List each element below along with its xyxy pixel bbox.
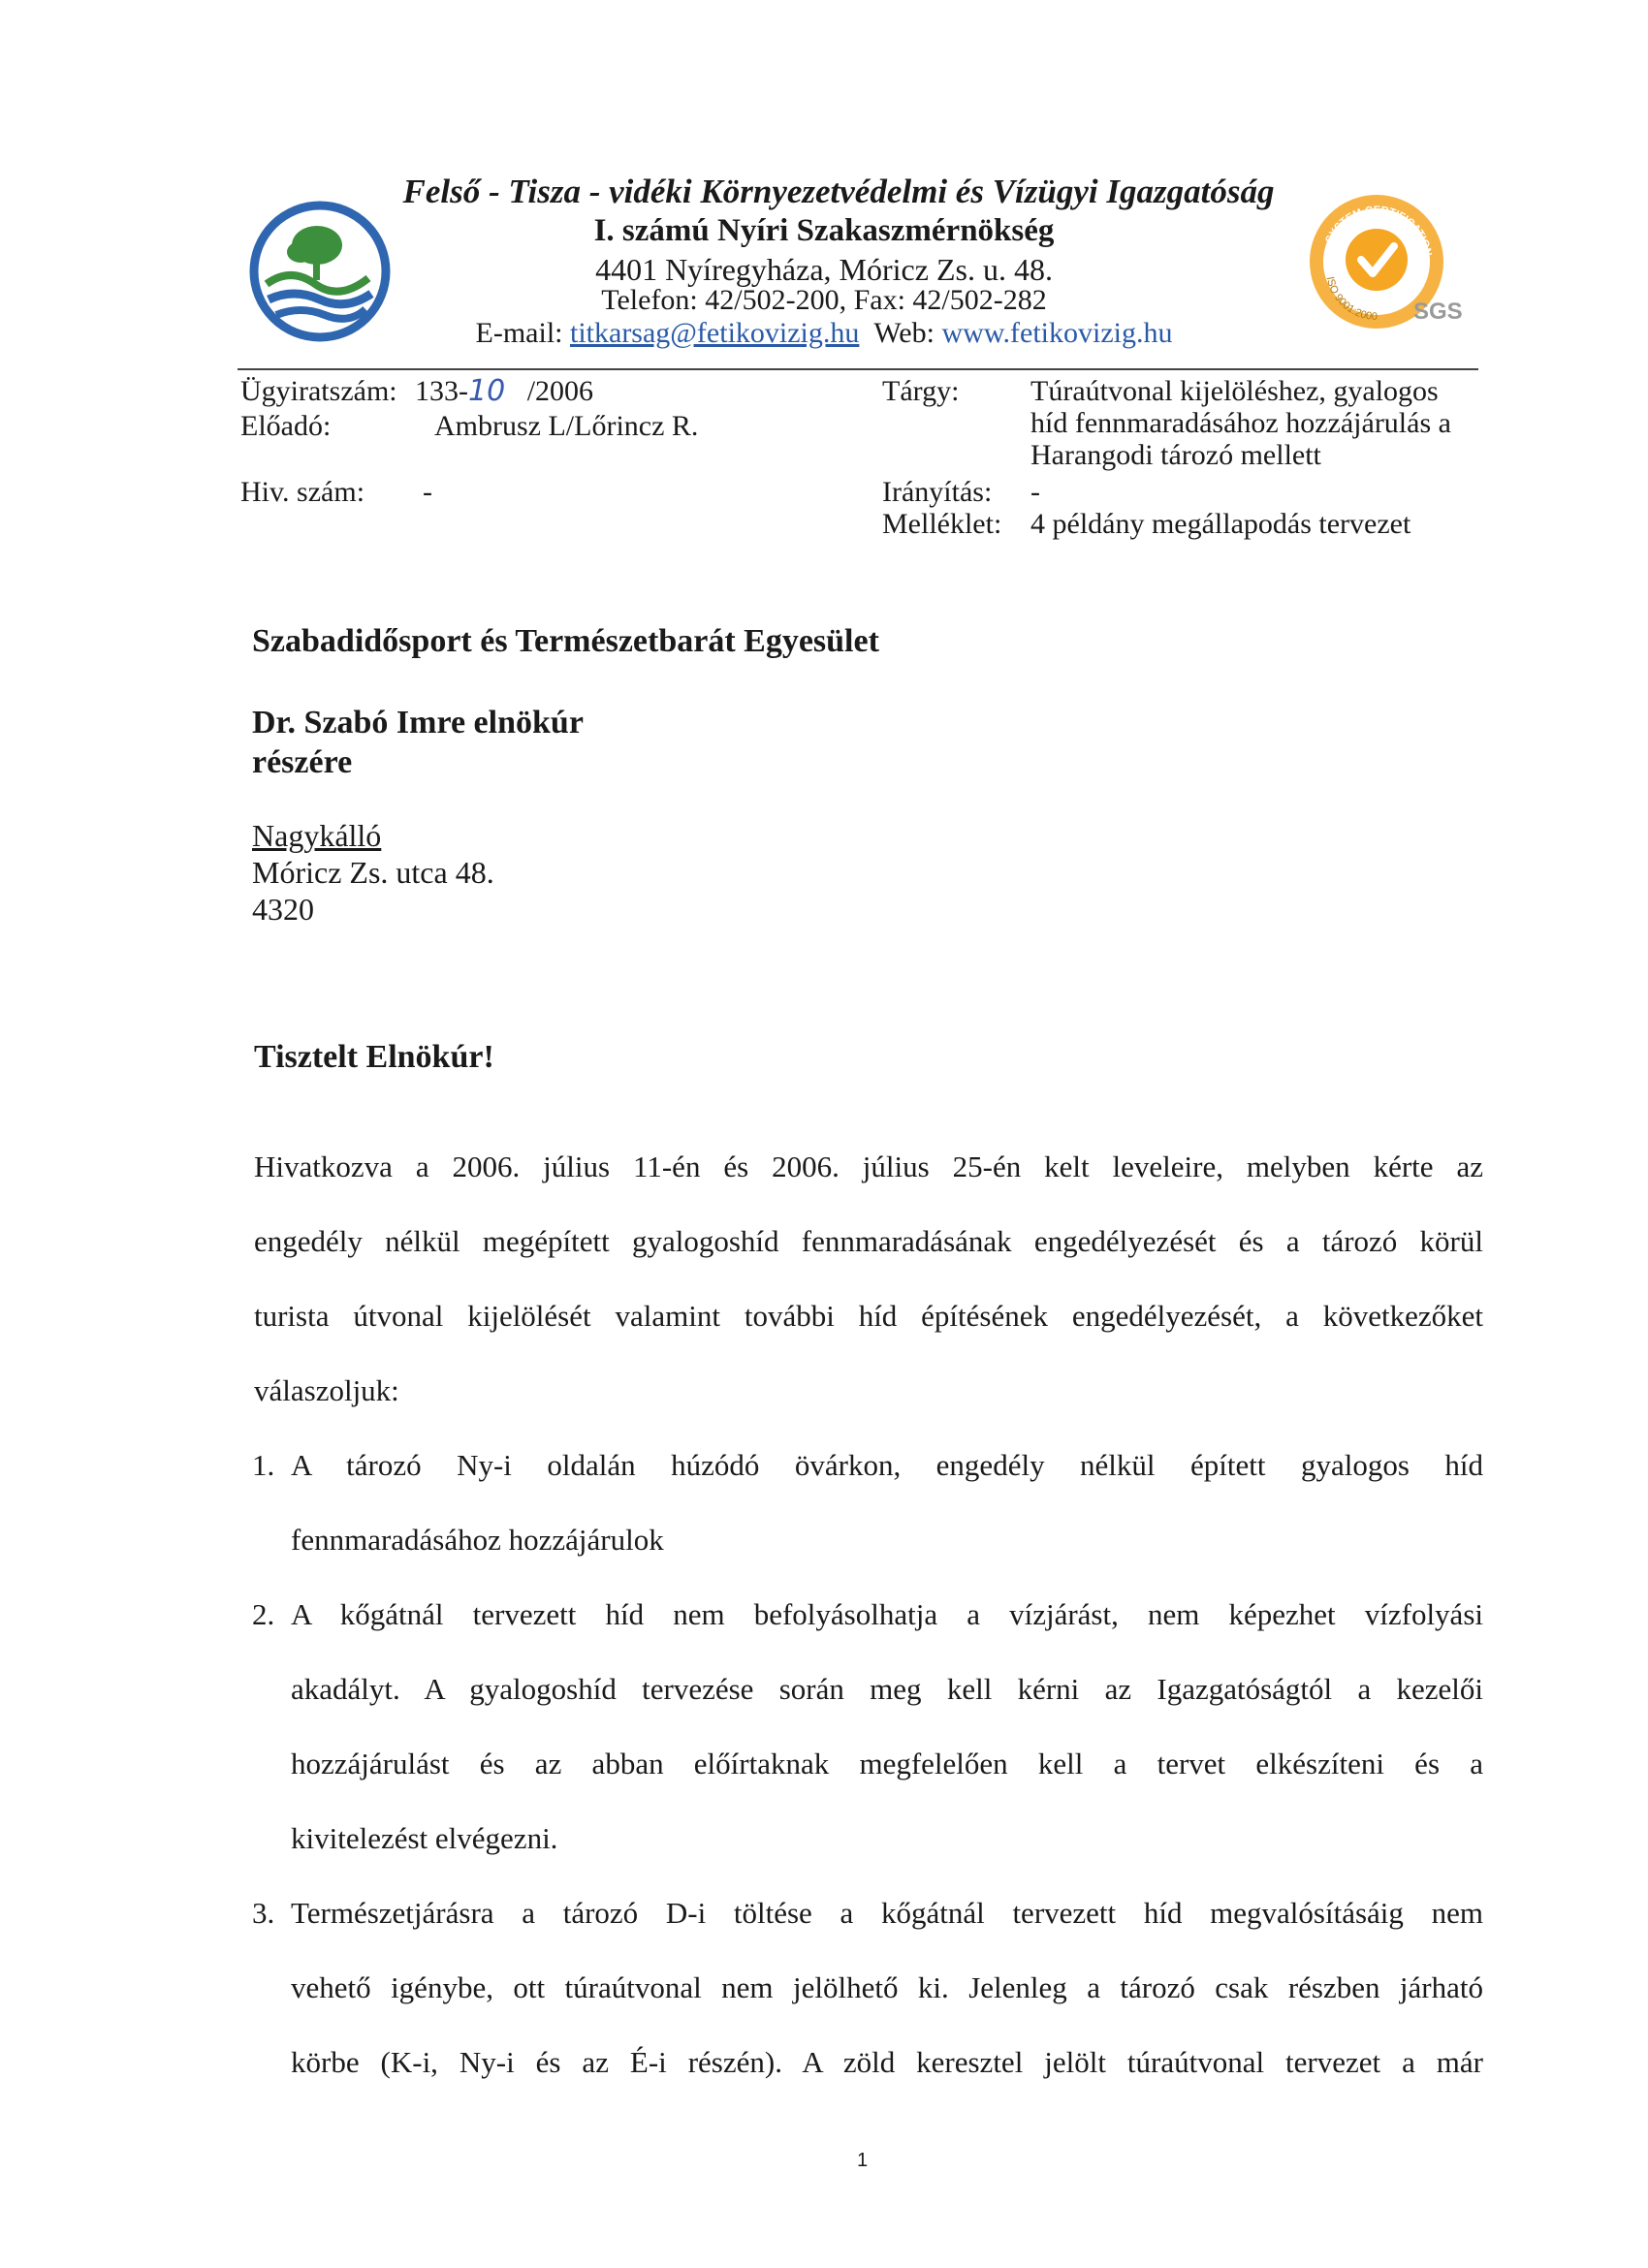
case-year: /2006	[526, 375, 594, 407]
iso-certification-seal	[1299, 184, 1463, 339]
list-item-3	[252, 1875, 1483, 2099]
attachment-value: 4 példány megállapodás tervezet	[1030, 508, 1411, 540]
ref-number-value: -	[423, 476, 432, 508]
item-line: akadályt. A gyalogoshíd tervezése során meg kell kérni az Igazgatóságtól a kezelői	[291, 1672, 1483, 1706]
recipient-zip: 4320	[252, 892, 314, 927]
contact-line	[476, 317, 1173, 350]
item-line: A kőgátnál tervezett híd nem befolyásolhatja a vízjárást, nem képezhet vízfolyási	[291, 1597, 1483, 1631]
recipient-organization: Szabadidősport és Természetbarát Egyesület	[252, 623, 879, 659]
list-number: 2.	[252, 1597, 275, 1631]
cert-top-text: SYSTEM CERTIFICATION	[1323, 204, 1434, 258]
recipient-street: Móricz Zs. utca 48.	[252, 855, 494, 890]
tree-water-logo-icon	[247, 199, 393, 344]
email-link[interactable]: titkarsag@fetikovizig.hu	[570, 317, 860, 349]
item-line: vehető igénybe, ott túraútvonal nem jelölhető ki. Jelenleg a tározó csak részben járható	[291, 1970, 1483, 2004]
case-number-label: Ügyiratszám:	[240, 375, 397, 407]
presenter-label: Előadó:	[240, 410, 332, 442]
item-line: hozzájárulást és az abban előírtaknak megfelelően kell a tervet elkészíteni és a	[291, 1747, 1483, 1780]
item-line: Természetjárásra a tározó D-i töltése a kőgátnál tervezett híd megvalósításáig nem	[291, 1896, 1483, 1930]
ref-number-label: Hiv. szám:	[240, 476, 365, 508]
case-handwritten: 10	[468, 374, 506, 408]
subject-label: Tárgy:	[882, 375, 960, 407]
item-line: A tározó Ny-i oldalán húzódó övárkon, engedély nélkül épített gyalogos híd	[291, 1448, 1483, 1482]
cert-brand: SGS	[1413, 299, 1463, 325]
page-number: 1	[857, 2150, 869, 2171]
item-line: kivitelezést elvégezni.	[291, 1821, 558, 1855]
item-line: fennmaradásához hozzájárulok	[291, 1523, 664, 1557]
subject-line-1: Túraútvonal kijelöléshez, gyalogos	[1030, 375, 1439, 407]
list-item-2	[252, 1577, 1483, 1875]
recipient-city: Nagykálló	[252, 818, 382, 853]
item-line: körbe (K-i, Ny-i és az É-i részén). A zöld keresztel jelölt túraútvonal tervezet a már	[291, 2045, 1483, 2079]
case-number-value: 133-	[415, 375, 468, 407]
web-label: Web:	[873, 317, 935, 349]
list-number: 1.	[252, 1448, 275, 1482]
cert-bottom-text: ISO 9001:2000	[1323, 275, 1379, 324]
subject-line-3: Harangodi tározó mellett	[1030, 439, 1321, 471]
attachment-label: Melléklet:	[882, 508, 1002, 540]
intro-line: válaszoljuk:	[254, 1373, 399, 1407]
department-name: I. számú Nyíri Szakaszmérnökség	[593, 213, 1055, 248]
salutation: Tisztelt Elnökúr!	[254, 1039, 494, 1075]
intro-line: Hivatkozva a 2006. július 11-én és 2006. július 25-én kelt leveleire, melyben kérte az	[254, 1150, 1483, 1183]
direction-value: -	[1030, 476, 1040, 508]
org-address: 4401 Nyíregyháza, Móricz Zs. u. 48.	[595, 252, 1053, 287]
presenter-value: Ambrusz L/Lőrincz R.	[434, 410, 699, 442]
intro-paragraph	[254, 1129, 1483, 1428]
subject-line-2: híd fennmaradásához hozzájárulás a	[1030, 407, 1451, 439]
agency-logo	[247, 199, 393, 344]
recipient-for: részére	[252, 744, 353, 780]
intro-line: turista útvonal kijelölését valamint további híd építésének engedélyezését, a következőket	[254, 1299, 1483, 1333]
intro-line: engedély nélkül megépített gyalogoshíd fennmaradásának engedélyezését és a tározó körül	[254, 1224, 1483, 1258]
org-name: Felső - Tisza - vidéki Környezetvédelmi és Vízügyi Igazgatóság	[402, 173, 1275, 210]
list-number: 3.	[252, 1896, 275, 1930]
case-number	[415, 374, 593, 409]
header-divider	[238, 368, 1478, 370]
web-link[interactable]: www.fetikovizig.hu	[941, 317, 1173, 349]
direction-label: Irányítás:	[882, 476, 993, 508]
email-label: E-mail:	[475, 317, 563, 349]
list-item-1	[252, 1428, 1483, 1577]
phone-fax: Telefon: 42/502-200, Fax: 42/502-282	[601, 284, 1047, 316]
recipient-name: Dr. Szabó Imre elnökúr	[252, 705, 584, 740]
